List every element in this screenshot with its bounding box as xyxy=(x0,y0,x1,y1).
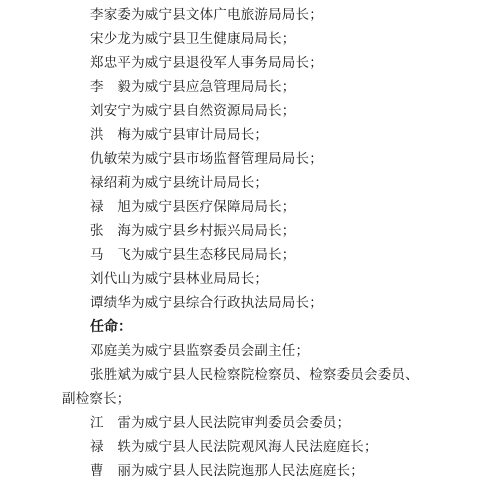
section-heading: 任命： xyxy=(90,319,132,335)
list-item: 曹 丽为威宁县人民法院迤那人民法庭庭长； xyxy=(90,463,364,479)
list-item-continuation: 副检察长； xyxy=(62,391,131,407)
list-item: 禄 旭为威宁县医疗保障局局长； xyxy=(90,199,296,215)
list-item: 邓庭美为威宁县监察委员会副主任； xyxy=(90,343,310,359)
list-item: 张胜斌为威宁县人民检察院检察员、检察委员会委员、 xyxy=(90,367,419,383)
list-item: 马 飞为威宁县生态移民局局长； xyxy=(90,247,296,263)
list-item: 宋少龙为威宁县卫生健康局局长； xyxy=(90,31,296,47)
list-item: 禄绍莉为威宁县统计局局长； xyxy=(90,175,269,191)
list-item: 李 毅为威宁县应急管理局局长； xyxy=(90,79,296,95)
list-item: 刘代山为威宁县林业局局长； xyxy=(90,271,269,287)
list-item: 仇敏荣为威宁县市场监督管理局局长； xyxy=(90,151,323,167)
list-item: 李家委为威宁县文体广电旅游局局长； xyxy=(90,7,323,23)
list-item: 江 雷为威宁县人民法院审判委员会委员； xyxy=(90,415,351,431)
list-item: 张 海为威宁县乡村振兴局局长； xyxy=(90,223,296,239)
list-item: 禄 轶为威宁县人民法院观风海人民法庭庭长； xyxy=(90,439,378,455)
list-item: 刘安宁为威宁县自然资源局局长； xyxy=(90,103,296,119)
list-item: 郑忠平为威宁县退役军人事务局局长； xyxy=(90,55,323,71)
list-item: 洪 梅为威宁县审计局局长； xyxy=(90,127,269,143)
list-item: 谭绩华为威宁县综合行政执法局局长； xyxy=(90,295,323,311)
